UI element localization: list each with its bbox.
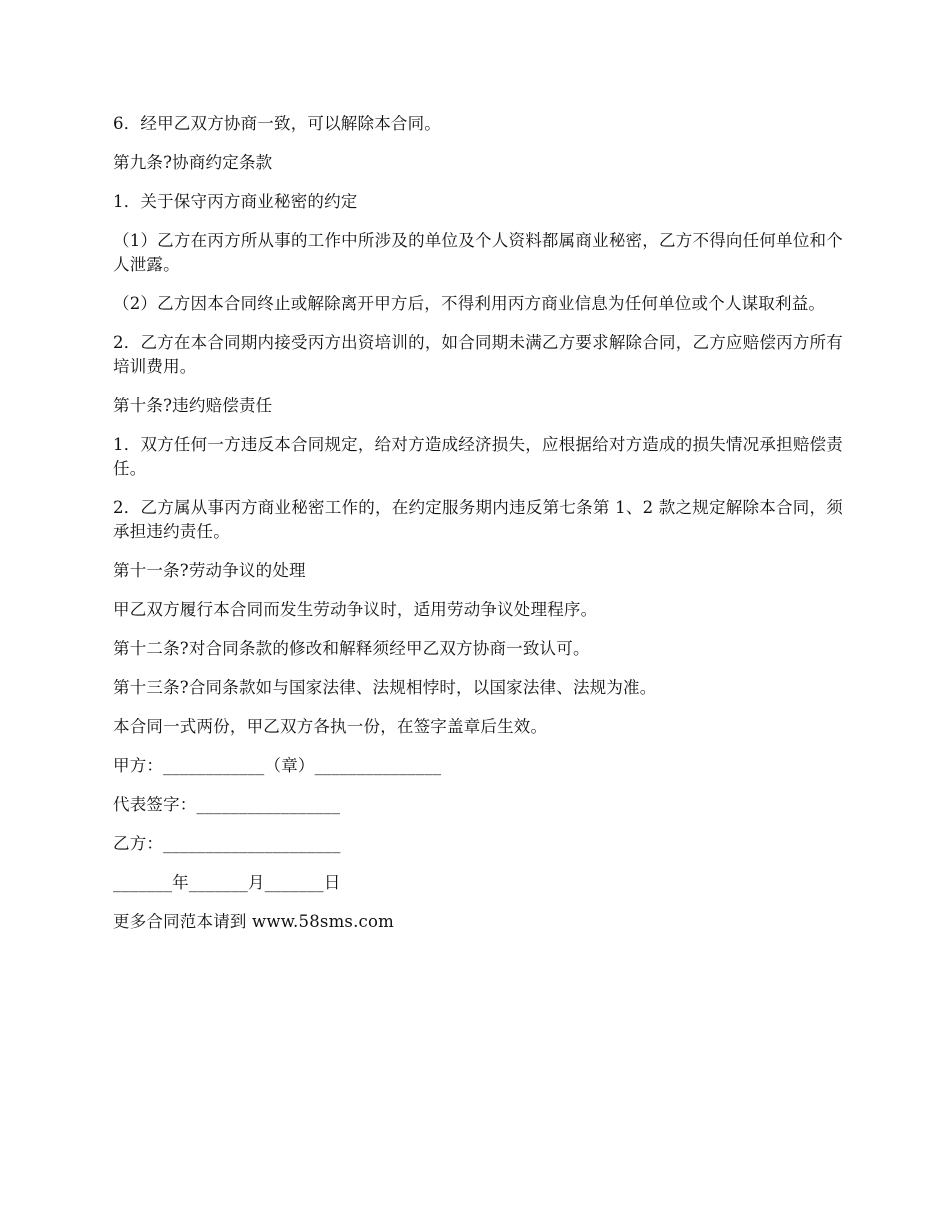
- article-9-item-1-sub-1: （1）乙方在丙方所从事的工作中所涉及的单位及个人资料都属商业秘密，乙方不得向任何单位和个人泄露。: [113, 231, 843, 274]
- article-10-item-2: 2．乙方属从事丙方商业秘密工作的，在约定服务期内违反第七条第 1、2 款之规定解除本合同，须承担违约责任。: [113, 498, 843, 541]
- article-11-heading: 第十一条?劳动争议的处理: [113, 561, 306, 580]
- article-9-item-1-sub-2: （2）乙方因本合同终止或解除离开甲方后，不得利用丙方商业信息为任何单位或个人谋取利益。: [113, 294, 826, 313]
- article-13: 第十三条?合同条款如与国家法律、法规相悖时，以国家法律、法规为准。: [113, 678, 657, 697]
- article-9-heading: 第九条?协商约定条款: [113, 153, 273, 172]
- document-body: [113, 112, 843, 949]
- party-a-signature-line: 甲方：____________（章）_______________: [113, 756, 442, 775]
- footer-note: 更多合同范本请到 www.58sms.com: [113, 912, 394, 931]
- article-9-item-1: 1．关于保守丙方商业秘密的约定: [113, 192, 358, 211]
- representative-signature-line: 代表签字：_________________: [113, 795, 341, 814]
- article-12: 第十二条?对合同条款的修改和解释须经甲乙双方协商一致认可。: [113, 639, 590, 658]
- article-11-body: 甲乙双方履行本合同而发生劳动争议时，适用劳动争议处理程序。: [113, 600, 598, 619]
- article-9-item-2: 2．乙方在本合同期内接受丙方出资培训的，如合同期未满乙方要求解除合同，乙方应赔偿丙方所有培训费用。: [113, 333, 843, 376]
- article-10-heading: 第十条?违约赔偿责任: [113, 396, 273, 415]
- party-b-signature-line: 乙方：_____________________: [113, 834, 341, 853]
- clause-6-termination: 6．经甲乙双方协商一致，可以解除本合同。: [113, 114, 441, 133]
- article-10-item-1: 1．双方任何一方违反本合同规定，给对方造成经济损失，应根据给对方造成的损失情况承担赔偿责任。: [113, 435, 843, 478]
- date-line: _______年_______月_______日: [113, 873, 341, 892]
- copies-clause: 本合同一式两份，甲乙双方各执一份，在签字盖章后生效。: [113, 717, 548, 736]
